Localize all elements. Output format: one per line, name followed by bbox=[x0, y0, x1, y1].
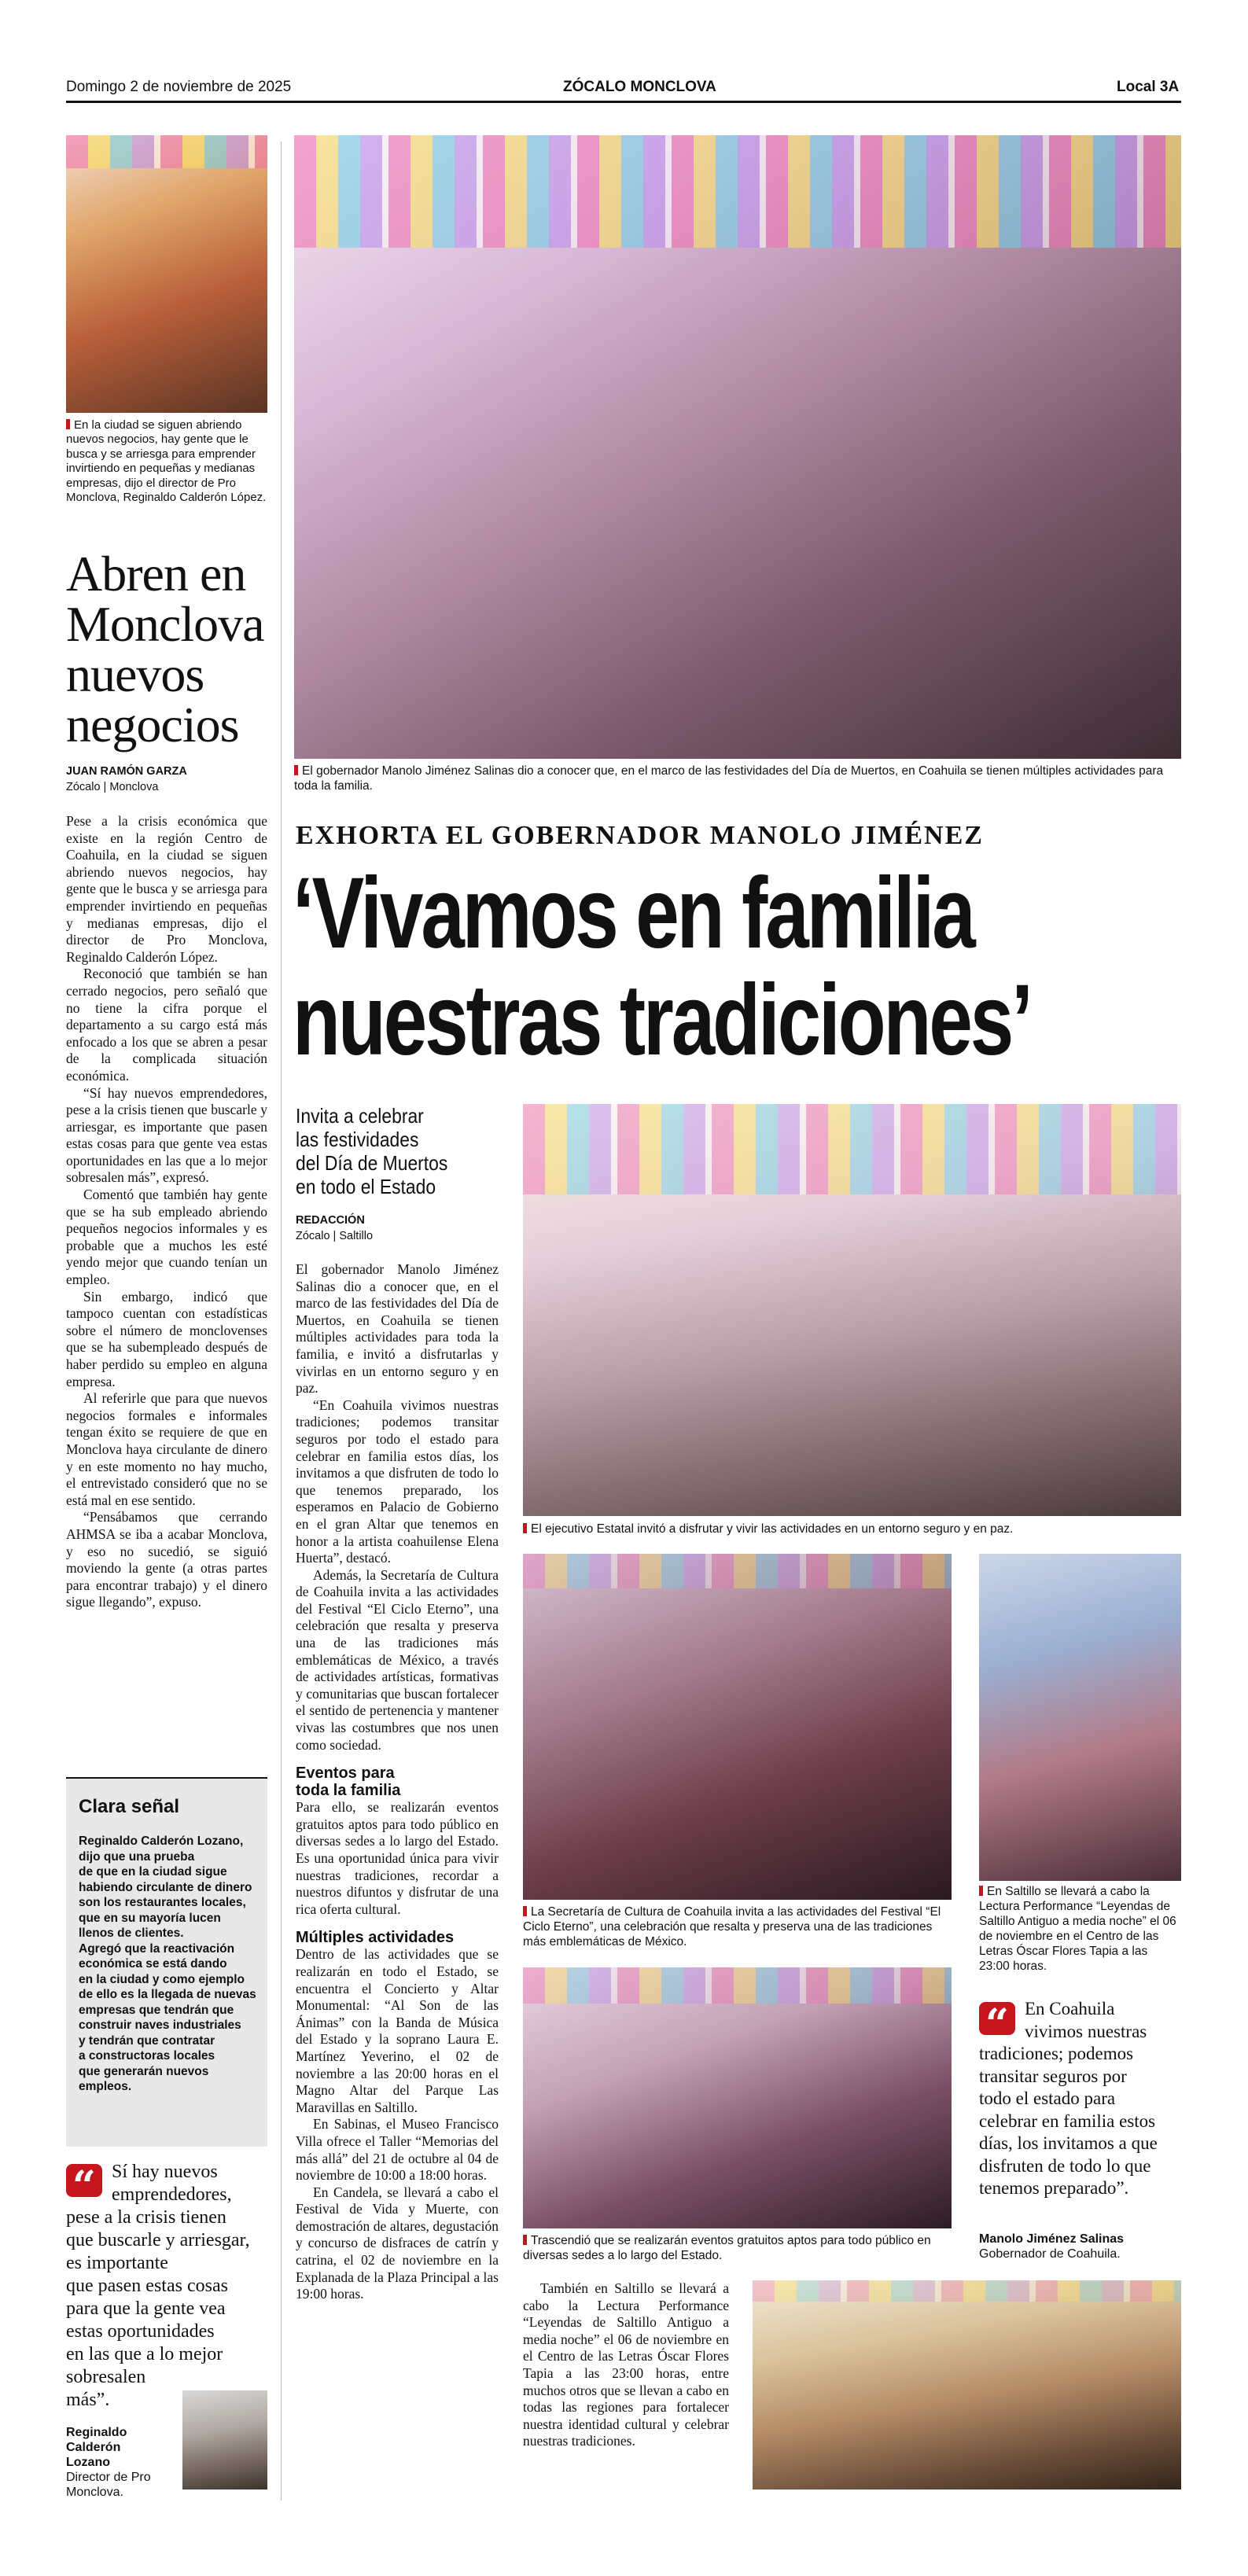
left-article-body: Pese a la crisis económica que existe en la región Centro de Coahuila, en la ciudad se siguen abriendo nuevos negocios, hay gente que le busca y se arriesga para emprender invirtiendo en pequeñas y medianas empresas, dijo el director de Pro Monclova, Reginaldo Calderón López. Reconoció que también se han cerrado negocios, pero señaló que no tiene la cifra porque el departamento a su cargo está más enfocado a los que se abren a pesar de la complicada situación económica. “Sí hay nuevos emprendedores, pese a la crisis tienen que buscarle y arriesgar, es importante que pasen estas cosas para que gente vea estas oportunidades en las que a lo mejor sobresalen más”, expresó. Comentó que también hay gente que se ha sub empleado abriendo pequeños negocios informales y es probable que a muchos les esté yendo mejor que cuando tenían un empleo. Sin embargo, indicó que tampoco cuentan con estadísticas sobre el número de monclovenses que se ha subempleado después de haber perdido su empleo en alguna empresa. Al referirle que para que nuevos negocios formales e informales tengan éxito se requiere de que en Monclova haya circulante de dinero y en este momento no hay mucho, el entrevistado consideró que no se está mal en ese sentido. “Pensábamos que cerrando AHMSA se iba a acabar Monclova, y eso no sucedió, se siguió moviendo la gente (a otras partes para encontrar trabajo) y el dinero sigue llegando”, expuso. bbox=[66, 813, 267, 1610]
issue-date: Domingo 2 de noviembre de 2025 bbox=[66, 79, 292, 95]
caption-marker-icon bbox=[523, 2235, 527, 2245]
quote-icon: “ bbox=[979, 2002, 1015, 2035]
reginaldo-portrait bbox=[182, 2390, 267, 2490]
caption-4: En Saltillo se llevará a cabo la Lectura Performance “Leyendas de Saltillo Antiguo a media noche” el 06 de noviembre en el Centro de las Letras Óscar Flores Tapia a las 23:00 horas. bbox=[979, 1885, 1176, 1973]
right-quote-attribution: Manolo Jiménez Salinas Gobernador de Coahuila. bbox=[979, 2232, 1125, 2261]
section-page: Local 3A bbox=[1117, 79, 1180, 95]
quote-icon: “ bbox=[66, 2164, 102, 2197]
box-title: Clara señal bbox=[79, 1796, 180, 1817]
catrina-blue-photo bbox=[979, 1554, 1181, 1881]
right-pull-quote: En Coahuila vivimos nuestras tradiciones; podemos transitar seguros por todo el estado para celebrar en familia estos días, los invitamos a que disfruten de todo lo que tenemos preparado”. bbox=[979, 1999, 1158, 2198]
deck: Invita a celebrar las festividades del Día de Muertos en todo el Estado bbox=[296, 1104, 448, 1198]
main-photo-caption: El gobernador Manolo Jiménez Salinas dio a conocer que, en el marco de las festividades del Día de Muertos, en Coahuila se tienen múltiples actividades para toda la familia. bbox=[294, 764, 1164, 793]
caption-marker-icon bbox=[979, 1886, 983, 1896]
caption-marker-icon bbox=[523, 1523, 527, 1533]
gallery-visitors-photo bbox=[753, 2280, 1181, 2490]
catrina-main-photo bbox=[294, 135, 1181, 759]
catrinas-festival-photo bbox=[523, 1554, 952, 1900]
left-article-title: Abren en Monclova nuevos negocios bbox=[66, 546, 264, 753]
main-article-body-end: También en Saltillo se llevará a cabo la Lectura Performance “Leyendas de Saltillo Antiguo a media noche” el 06 de noviembre en el Centro de las Letras Óscar Flores Tapia a las 23:00 horas, entre muchos otros que se llevan a cabo en todas las regiones para fortalecer nuestra identidad cultural y celebrar nuestras tradiciones. bbox=[523, 2280, 729, 2449]
main-byline-sub: Zócalo | Saltillo bbox=[296, 1230, 374, 1242]
caption-marker-icon bbox=[294, 765, 298, 775]
left-byline-sub: Zócalo | Monclova bbox=[66, 781, 159, 793]
caption-5: Trascendió que se realizarán eventos gratuitos aptos para todo público en diversas sedes a lo largo del Estado. bbox=[523, 2234, 931, 2262]
caption-marker-icon bbox=[523, 1906, 527, 1916]
box-text: Reginaldo Calderón Lozano, dijo que una prueba de que en la ciudad sigue habiendo circulante de dinero son los restaurantes locales, que en su mayoría lucen llenos de clientes. Agregó que la reactivación económica se está dando en la ciudad y como ejemplo de ello es la llegada de nuevas empresas que tendrán que construir naves industriales y tendrán que contratar a constructoras locales que generarán nuevos empleos. bbox=[79, 1834, 256, 2093]
main-article-body: El gobernador Manolo Jiménez Salinas dio a conocer que, en el marco de las festividades del Día de Muertos, en Coahuila se tienen múltiples actividades para toda la familia, e invitó a disfrutarlas y vivirlas en un entorno seguro y en paz. “En Coahuila vivimos nuestras tradiciones; podemos transitar seguros por todo el estado para celebrar en familia estos días, los invitamos a que disfruten de todo lo que tenemos preparado, los esperamos en Palacio de Gobierno en el gran Altar que tenemos en honor a la artista coahuilense Elena Huerta”, destacó. Además, la Secretaría de Cultura de Coahuila invita a las actividades del Festival “El Ciclo Eterno”, una celebración que resalta y preserva una de las tradiciones más emblemáticas de México, a través de actividades artísticas, formativas y comunitarias que buscan fortalecer el sentido de pertenencia y mantener vivas las costumbres que nos unen como sociedad. Eventos para toda la familia Para ello, se realizarán eventos gratuitos aptos para todo público en diversas sedes a lo largo del Estado. Es una oportunidad única para vivir nuestras tradiciones, recordar a nuestros difuntos y disfrutar de una rica oferta cultural. Múltiples actividades Dentro de las actividades que se realizarán en todo el Estado, se encuentra el Concierto y Altar Monumental: “Al Son de las Ánimas” con la Banda de Música del Estado y la soprano Laura E. Martínez Yeverino, el 02 de noviembre a las 20:00 horas en el Magno Altar del Parque Las Maravillas en Saltillo. En Sabinas, el Museo Francisco Villa ofrece el Taller “Memorias del más allá” del 21 de octubre al 04 de noviembre de 10:00 a 18:00 horas. En Candela, se llevará a cabo el Festival de Vida y Muerte, con demostración de altares, degustación y concurso de disfraces de catrín y catrina, el 02 de noviembre en la Explanada de la Plaza Principal a las 19:00 horas. bbox=[296, 1261, 499, 2302]
header-rule bbox=[66, 101, 1181, 103]
caption-marker-icon bbox=[66, 419, 70, 429]
subhead-eventos: Eventos para toda la familia bbox=[296, 1765, 401, 1800]
subhead-actividades: Múltiples actividades bbox=[296, 1929, 455, 1947]
left-byline: JUAN RAMÓN GARZA bbox=[66, 765, 187, 778]
storefront-photo bbox=[66, 135, 267, 413]
caption-3: La Secretaría de Cultura de Coahuila invita a las actividades del Festival “El Ciclo Eterno”, una celebración que resalta y preserva una de las tradiciones más emblemáticas de México. bbox=[523, 1905, 941, 1949]
column-divider bbox=[281, 142, 282, 2501]
kicker: EXHORTA EL GOBERNADOR MANOLO JIMÉNEZ bbox=[296, 821, 984, 850]
public-events-photo bbox=[523, 1967, 952, 2228]
left-photo-caption: En la ciudad se siguen abriendo nuevos negocios, hay gente que le busca y se arriesga para emprender invirtiendo en pequeñas y medianas empresas, dijo el director de Pro Monclova, Reginaldo Calderón López. bbox=[66, 418, 267, 505]
palace-altar-photo bbox=[523, 1104, 1181, 1516]
main-byline: REDACCIÓN bbox=[296, 1214, 365, 1227]
left-pull-quote: Sí hay nuevos emprendedores, pese a la crisis tienen que buscarle y arriesgar, es importante que pasen estas cosas para que la gente vea estas oportunidades en las que a lo mejor sobresalen más”. bbox=[66, 2162, 250, 2410]
caption-2: El ejecutivo Estatal invitó a disfrutar y vivir las actividades en un entorno seguro y en paz. bbox=[523, 1522, 1181, 1536]
publication-name: ZÓCALO MONCLOVA bbox=[563, 79, 716, 95]
main-headline: ‘Vivamos en familia nuestras tradiciones’ bbox=[293, 857, 1031, 1076]
left-quote-attribution: Reginaldo Calderón Lozano Director de Pro Monclova. bbox=[66, 2426, 151, 2499]
clara-senal-box bbox=[66, 1779, 267, 2147]
